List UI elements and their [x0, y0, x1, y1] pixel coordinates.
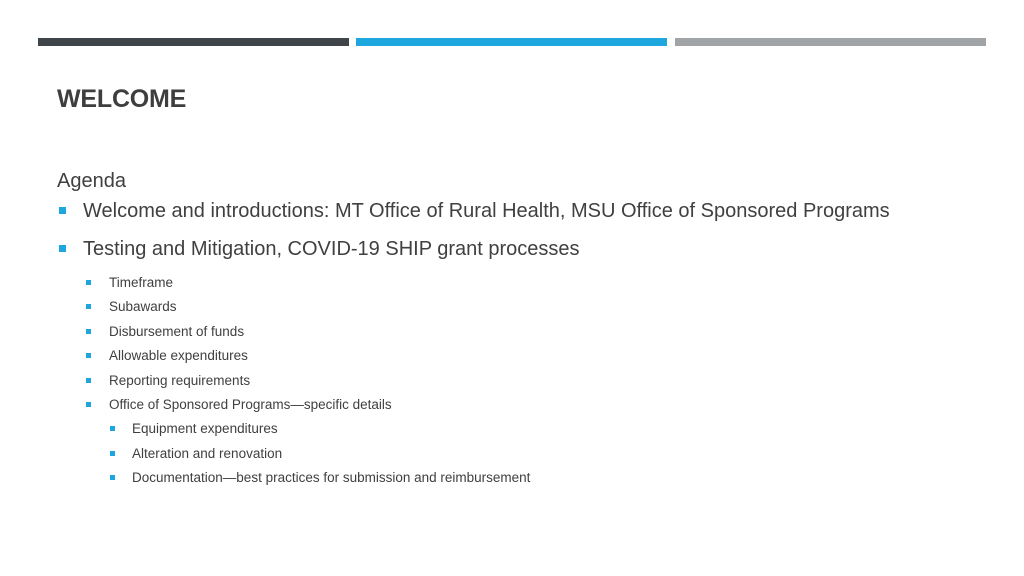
sub-list-item [57, 298, 997, 322]
square-bullet-icon [86, 329, 91, 334]
sub-list-item-label: Allowable expenditures [109, 348, 248, 364]
sub-list-item-label: Office of Sponsored Programs—specific details [109, 396, 392, 412]
sub-list-item-label: Reporting requirements [109, 372, 251, 388]
sub-sub-list-item-label: Alteration and renovation [132, 445, 283, 461]
sub-list-item [57, 347, 997, 371]
slide-content [57, 168, 997, 494]
list-item-label: Testing and Mitigation, COVID-19 SHIP grant processes [83, 238, 580, 260]
header-bar-dark [38, 38, 349, 46]
square-bullet-icon [86, 378, 91, 383]
sub-list-item [57, 323, 997, 347]
square-bullet-icon [59, 245, 66, 252]
sub-sub-list-item [57, 469, 997, 493]
slide-title: WELCOME [57, 85, 187, 113]
list-item-label: Welcome and introductions: MT Office of Rural Health, MSU Office of Sponsored Programs [83, 200, 890, 222]
sub-list-item-label: Subawards [109, 299, 177, 315]
square-bullet-icon [86, 353, 91, 358]
sub-list-item-label: Timeframe [109, 275, 174, 290]
sub-list-item [57, 396, 997, 420]
square-bullet-icon [59, 207, 66, 214]
sub-sub-list-item-label: Equipment expenditures [132, 421, 278, 437]
square-bullet-icon [86, 402, 91, 407]
square-bullet-icon [86, 280, 91, 285]
sub-sub-list-item [57, 445, 997, 469]
sub-sub-list-item-label: Documentation—best practices for submission and reimbursement [132, 470, 531, 486]
square-bullet-icon [110, 451, 115, 456]
square-bullet-icon [110, 426, 115, 431]
header-bar-blue [356, 38, 667, 46]
list-item [57, 236, 997, 274]
agenda-label: Agenda [57, 170, 126, 192]
square-bullet-icon [110, 475, 115, 480]
square-bullet-icon [86, 304, 91, 309]
sub-list-item [57, 372, 997, 396]
list-item [57, 198, 997, 236]
sub-list-item-label: Disbursement of funds [109, 323, 245, 339]
sub-list-item [57, 274, 997, 298]
header-bar-gray [675, 38, 986, 46]
sub-sub-list-item [57, 420, 997, 444]
